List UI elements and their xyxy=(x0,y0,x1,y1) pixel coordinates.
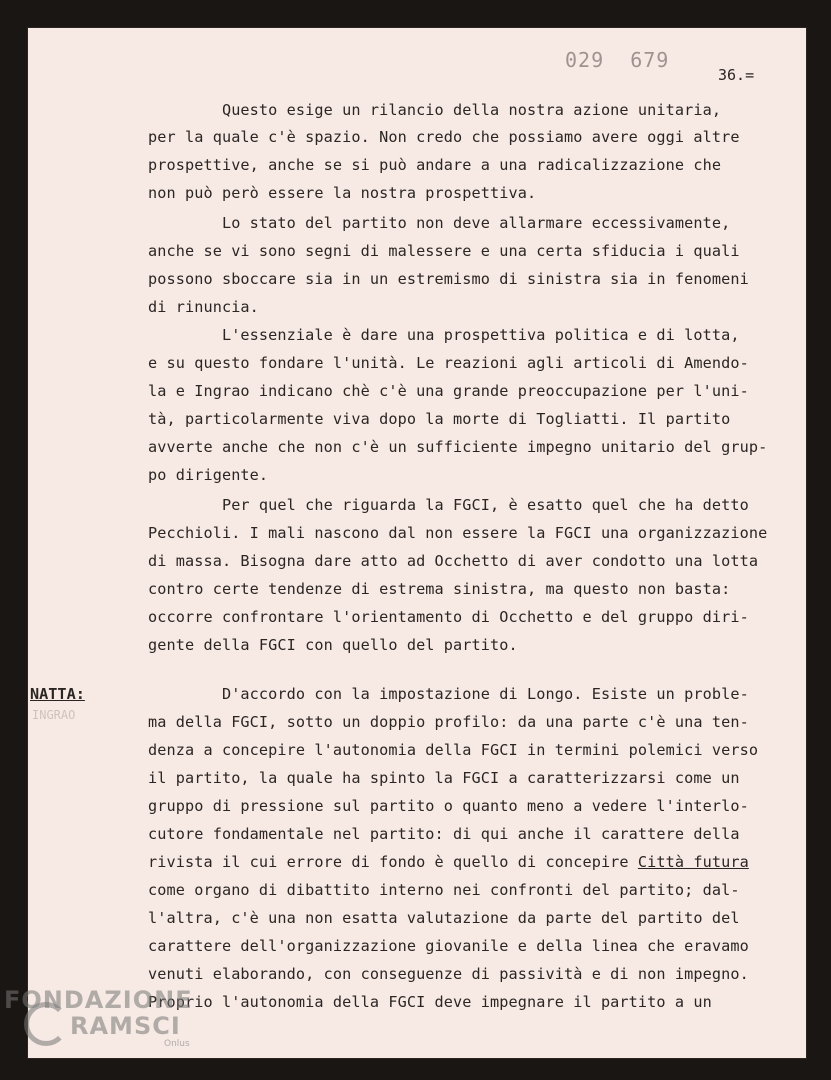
foundation-watermark xyxy=(4,988,193,1049)
archive-stamp: 029 679 xyxy=(565,48,670,72)
text-line: contro certe tendenze di estrema sinistra, ma questo non basta: xyxy=(148,580,731,598)
text-line: l'altra, c'è una non esatta valutazione da parte del partito del xyxy=(148,909,740,927)
text-line: anche se vi sono segni di malessere e una certa sfiducia i quali xyxy=(148,242,740,260)
watermark-g-logo xyxy=(24,1002,68,1046)
text-line: e su questo fondare l'unità. Le reazioni agli articoli di Amendo- xyxy=(148,354,749,372)
text-line: non può però essere la nostra prospettiva. xyxy=(148,184,537,202)
text-line: prospettive, anche se si può andare a una radicalizzazione che xyxy=(148,156,722,174)
text-line: tà, particolarmente viva dopo la morte di Togliatti. Il partito xyxy=(148,410,731,428)
text-line: per la quale c'è spazio. Non credo che possiamo avere oggi altre xyxy=(148,128,740,146)
text-line: possono sboccare sia in un estremismo di sinistra sia in fenomeni xyxy=(148,270,749,288)
text-line: denza a concepire l'autonomia della FGCI in termini polemici verso xyxy=(148,741,759,759)
text-line: Per quel che riguarda la FGCI, è esatto quel che ha detto xyxy=(148,496,749,514)
text-line: cutore fondamentale nel partito: di qui anche il carattere della xyxy=(148,825,740,843)
text-line: ma della FGCI, sotto un doppio profilo: da una parte c'è una ten- xyxy=(148,713,749,731)
text-line: come organo di dibattito interno nei confronti del partito; dal- xyxy=(148,881,740,899)
journal-title: Città futura xyxy=(637,853,749,871)
watermark-line2: RAMSCI xyxy=(70,1012,181,1040)
text-line: Lo stato del partito non deve allarmare eccessivamente, xyxy=(148,214,731,232)
document-page xyxy=(28,28,806,1058)
text-line: Pecchioli. I mali nascono dal non essere la FGCI una organizzazione xyxy=(148,524,768,542)
text-line: venuti elaborando, con conseguenze di passività e di non impegno. xyxy=(148,965,749,983)
text-line-part: rivista il cui errore di fondo è quello di concepire xyxy=(148,853,638,871)
text-line: L'essenziale è dare una prospettiva politica e di lotta, xyxy=(148,326,740,344)
watermark-line3: Onlus xyxy=(164,1039,190,1049)
page-number: 36.= xyxy=(718,66,755,84)
text-line xyxy=(148,853,749,871)
speaker-faint-label: INGRAO xyxy=(32,708,76,722)
text-line: D'accordo con la impostazione di Longo. Esiste un proble- xyxy=(148,685,749,703)
watermark-line1: FONDAZIONE xyxy=(4,986,193,1014)
text-line: il partito, la quale ha spinto la FGCI a caratterizzarsi come un xyxy=(148,769,740,787)
text-line: Questo esige un rilancio della nostra azione unitaria, xyxy=(148,101,722,119)
text-line: di massa. Bisogna dare atto ad Occhetto di aver condotto una lotta xyxy=(148,552,759,570)
text-line: occorre confrontare l'orientamento di Occhetto e del gruppo diri- xyxy=(148,608,749,626)
text-line: avverte anche che non c'è un sufficiente impegno unitario del grup- xyxy=(148,438,768,456)
text-line: po dirigente. xyxy=(148,466,269,484)
speaker-label: NATTA: xyxy=(30,685,85,703)
text-line: carattere dell'organizzazione giovanile e della linea che eravamo xyxy=(148,937,749,955)
text-line: gruppo di pressione sul partito o quanto meno a vedere l'interlo- xyxy=(148,797,749,815)
text-line: la e Ingrao indicano chè c'è una grande preoccupazione per l'uni- xyxy=(148,382,749,400)
text-line: gente della FGCI con quello del partito. xyxy=(148,636,518,654)
text-line: di rinuncia. xyxy=(148,298,259,316)
text-line: Proprio l'autonomia della FGCI deve impegnare il partito a un xyxy=(148,993,712,1011)
